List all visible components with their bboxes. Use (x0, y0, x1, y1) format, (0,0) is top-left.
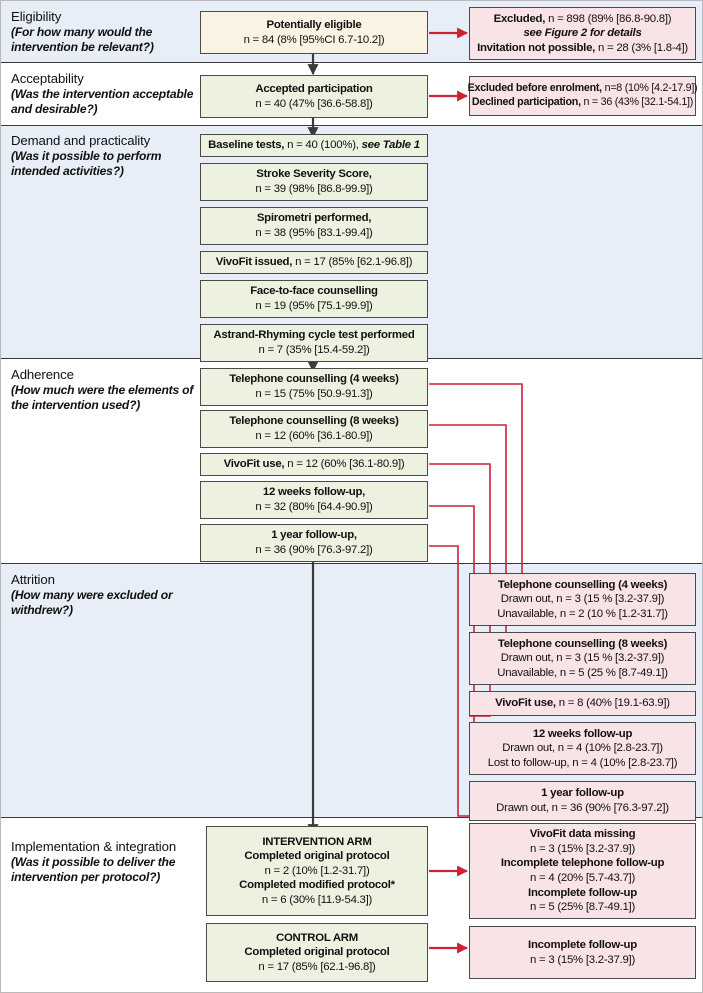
box-spirometri-performed-line1: Spirometri performed, (256, 212, 372, 225)
box-1-year-followup-attrition-line1: 1 year follow-up (541, 787, 624, 800)
box-accepted-participation[interactable] (200, 75, 428, 118)
box-intervention-losses-line1: VivoFit data missing (529, 828, 636, 841)
box-control-losses-line1: Incomplete follow-up (528, 938, 637, 951)
category-eligibility-subtitle: (For how many would the intervention be relevant?) (11, 25, 154, 54)
box-telephone-counselling-4w-adherence-line1: Telephone counselling (4 weeks) (229, 373, 399, 386)
box-control-arm-line2: Completed original protocol (244, 946, 390, 959)
box-telephone-counselling-8w-attrition-line1: Telephone counselling (8 weeks) (497, 637, 668, 650)
box-excluded-before-enrolment-line1 (468, 82, 698, 96)
box-control-arm[interactable] (206, 923, 428, 982)
box-vivofit-use-attrition-line1 (495, 696, 670, 711)
box-excluded[interactable] (469, 7, 696, 60)
box-control-losses[interactable] (469, 926, 696, 979)
category-implementation-subtitle: (Was it possible to deliver the intervention per protocol?) (11, 855, 176, 884)
box-telephone-counselling-4w-adherence[interactable] (200, 368, 428, 406)
box-intervention-arm-line2: Completed original protocol (244, 850, 390, 863)
box-potentially-eligible-line2: n = 84 (8% [95%CI 6.7-10.2]) (243, 33, 385, 46)
box-vivofit-use-attrition[interactable] (469, 691, 696, 716)
box-invitation-not-possible-label: Invitation not possible, (477, 41, 596, 54)
box-baseline-tests-label: Baseline tests, (208, 139, 285, 152)
box-excluded-line3 (477, 41, 688, 56)
category-attrition-subtitle: (How many were excluded or withdrew?) (11, 588, 173, 617)
category-adherence-subtitle: (How much were the elements of the intervention used?) (11, 383, 194, 412)
box-telephone-counselling-8w-attrition-line3: Unavailable, n = 5 (25 % [8.7-49.1]) (497, 666, 668, 679)
box-baseline-tests-value: n = 40 (100%), (284, 139, 359, 152)
box-face-to-face-counselling-line2: n = 19 (95% [75.1-99.9]) (255, 300, 373, 312)
box-excluded-line1 (494, 12, 672, 27)
box-intervention-losses-line5: Incomplete follow-up (528, 886, 637, 899)
box-baseline-tests[interactable] (200, 134, 428, 157)
category-acceptability-title: Acceptability (11, 71, 84, 86)
box-telephone-counselling-4w-attrition[interactable] (469, 573, 696, 626)
box-telephone-counselling-4w-attrition-line2: Drawn out, n = 3 (15 % [3.2-37.9]) (500, 593, 665, 606)
box-telephone-counselling-8w-adherence[interactable] (200, 410, 428, 448)
divider-4 (1, 563, 703, 564)
category-acceptability (11, 71, 196, 117)
divider-2 (1, 125, 703, 126)
box-telephone-counselling-8w-attrition-line2: Drawn out, n = 3 (15 % [3.2-37.9]) (500, 652, 665, 665)
box-astrand-rhyming-test-line2: n = 7 (35% [15.4-59.2]) (258, 344, 370, 356)
box-intervention-losses-line6: n = 5 (25% [8.7-49.1]) (530, 901, 635, 914)
box-declined-participation-line (472, 96, 693, 110)
box-vivofit-use-adherence-label: VivoFit use, (223, 458, 285, 471)
box-intervention-arm-line3: n = 2 (10% [1.2-31.7]) (264, 864, 370, 877)
box-stroke-severity-score-line1: Stroke Severity Score, (256, 168, 372, 181)
box-telephone-counselling-4w-attrition-line1: Telephone counselling (4 weeks) (497, 578, 668, 591)
box-control-losses-line2: n = 3 (15% [3.2-37.9]) (530, 953, 635, 966)
box-excluded-line2: see Figure 2 for details (523, 27, 642, 40)
box-telephone-counselling-8w-adherence-line1: Telephone counselling (8 weeks) (229, 415, 399, 428)
box-excluded-value: n = 898 (89% [86.8-90.8]) (545, 12, 672, 25)
box-12-weeks-followup-adherence-line2: n = 32 (80% [64.4-90.9]) (255, 501, 373, 513)
box-vivofit-use-adherence-value: n = 12 (60% [36.1-80.9]) (284, 458, 405, 471)
box-intervention-losses[interactable] (469, 823, 696, 919)
box-vivofit-use-adherence-line1 (224, 457, 405, 472)
box-vivofit-issued-line1 (216, 255, 413, 270)
box-12-weeks-followup-adherence-line1: 12 weeks follow-up, (262, 486, 366, 499)
box-vivofit-use-attrition-value: n = 8 (40% [19.1-63.9]) (555, 697, 670, 710)
box-potentially-eligible-line1: Potentially eligible (266, 18, 362, 31)
box-baseline-tests-ref: see Table 1 (358, 139, 420, 152)
box-stroke-severity-score-line2: n = 39 (98% [86.8-99.9]) (255, 183, 373, 195)
box-intervention-arm-line4: Completed modified protocol* (239, 879, 395, 892)
category-demand (11, 133, 196, 179)
box-astrand-rhyming-test[interactable] (200, 324, 428, 362)
divider-1 (1, 62, 703, 63)
box-intervention-losses-line2: n = 3 (15% [3.2-37.9]) (530, 842, 635, 855)
box-face-to-face-counselling-line1: Face-to-face counselling (250, 285, 378, 298)
box-vivofit-issued-label: VivoFit issued, (215, 256, 293, 269)
box-intervention-arm[interactable] (206, 826, 428, 916)
category-adherence (11, 367, 196, 413)
box-intervention-losses-line3: Incomplete telephone follow-up (500, 857, 665, 870)
box-face-to-face-counselling[interactable] (200, 280, 428, 318)
box-spirometri-performed[interactable] (200, 207, 428, 245)
category-adherence-title: Adherence (11, 367, 74, 382)
box-astrand-rhyming-test-line1: Astrand-Rhyming cycle test performed (213, 329, 415, 342)
category-acceptability-subtitle: (Was the intervention acceptable and desirable?) (11, 87, 194, 116)
box-baseline-tests-line1 (208, 138, 420, 153)
box-12-weeks-followup-attrition[interactable] (469, 722, 696, 775)
box-vivofit-issued-value: n = 17 (85% [62.1-96.8]) (292, 256, 413, 269)
box-1-year-followup-attrition-line2: Drawn out, n = 36 (90% [76.3-97.2]) (496, 802, 669, 814)
box-1-year-followup-adherence-line1: 1 year follow-up, (271, 529, 357, 542)
category-attrition (11, 572, 196, 618)
box-12-weeks-followup-attrition-line3: Lost to follow-up, n = 4 (10% [2.8-23.7]) (487, 756, 678, 769)
box-stroke-severity-score[interactable] (200, 163, 428, 201)
box-telephone-counselling-8w-attrition[interactable] (469, 632, 696, 685)
box-accepted-participation-line1: Accepted participation (255, 82, 373, 95)
box-control-arm-line3: n = 17 (85% [62.1-96.8]) (258, 960, 376, 973)
category-demand-subtitle: (Was it possible to perform intended activities?) (11, 149, 162, 178)
box-telephone-counselling-4w-adherence-line2: n = 15 (75% [50.9-91.3]) (255, 388, 373, 400)
box-telephone-counselling-4w-attrition-line3: Unavailable, n = 2 (10 % [1.2-31.7]) (497, 607, 668, 620)
box-1-year-followup-adherence[interactable] (200, 524, 428, 562)
box-12-weeks-followup-adherence[interactable] (200, 481, 428, 519)
box-excluded-before-enrolment-value: n=8 (10% [4.2-17.9]) (601, 82, 698, 95)
box-intervention-arm-line5: n = 6 (30% [11.9-54.3]) (261, 893, 373, 906)
box-control-arm-line1: CONTROL ARM (275, 931, 359, 944)
box-accepted-participation-line2: n = 40 (47% [36.6-58.8]) (255, 97, 373, 110)
box-1-year-followup-attrition[interactable] (469, 781, 696, 821)
box-vivofit-issued[interactable] (200, 251, 428, 274)
box-spirometri-performed-line2: n = 38 (95% [83.1-99.4]) (255, 227, 373, 239)
box-excluded-label: Excluded, (493, 12, 546, 25)
box-vivofit-use-attrition-label: VivoFit use, (495, 697, 556, 710)
category-implementation (11, 839, 211, 885)
category-eligibility-title: Eligibility (11, 9, 62, 24)
box-intervention-arm-line1: INTERVENTION ARM (262, 835, 372, 848)
box-potentially-eligible[interactable] (200, 11, 428, 54)
box-12-weeks-followup-attrition-line2: Drawn out, n = 4 (10% [2.8-23.7]) (502, 742, 663, 755)
box-excluded-before-enrolment[interactable] (469, 76, 696, 116)
box-vivofit-use-adherence[interactable] (200, 453, 428, 476)
box-telephone-counselling-8w-adherence-line2: n = 12 (60% [36.1-80.9]) (255, 430, 373, 442)
box-12-weeks-followup-attrition-line1: 12 weeks follow-up (532, 727, 633, 740)
category-eligibility (11, 9, 196, 55)
box-declined-participation-label: Declined participation, (471, 96, 581, 108)
category-implementation-title: Implementation & integration (11, 839, 177, 854)
box-invitation-not-possible-value: n = 28 (3% [1.8-4]) (595, 41, 688, 54)
category-demand-title: Demand and practicality (11, 133, 151, 148)
box-declined-participation-value: n = 36 (43% [32.1-54.1]) (580, 96, 694, 108)
category-attrition-title: Attrition (11, 572, 55, 587)
box-1-year-followup-adherence-line2: n = 36 (90% [76.3-97.2]) (255, 544, 373, 556)
box-excluded-before-enrolment-label: Excluded before enrolment, (467, 82, 602, 95)
box-intervention-losses-line4: n = 4 (20% [5.7-43.7]) (530, 872, 635, 884)
